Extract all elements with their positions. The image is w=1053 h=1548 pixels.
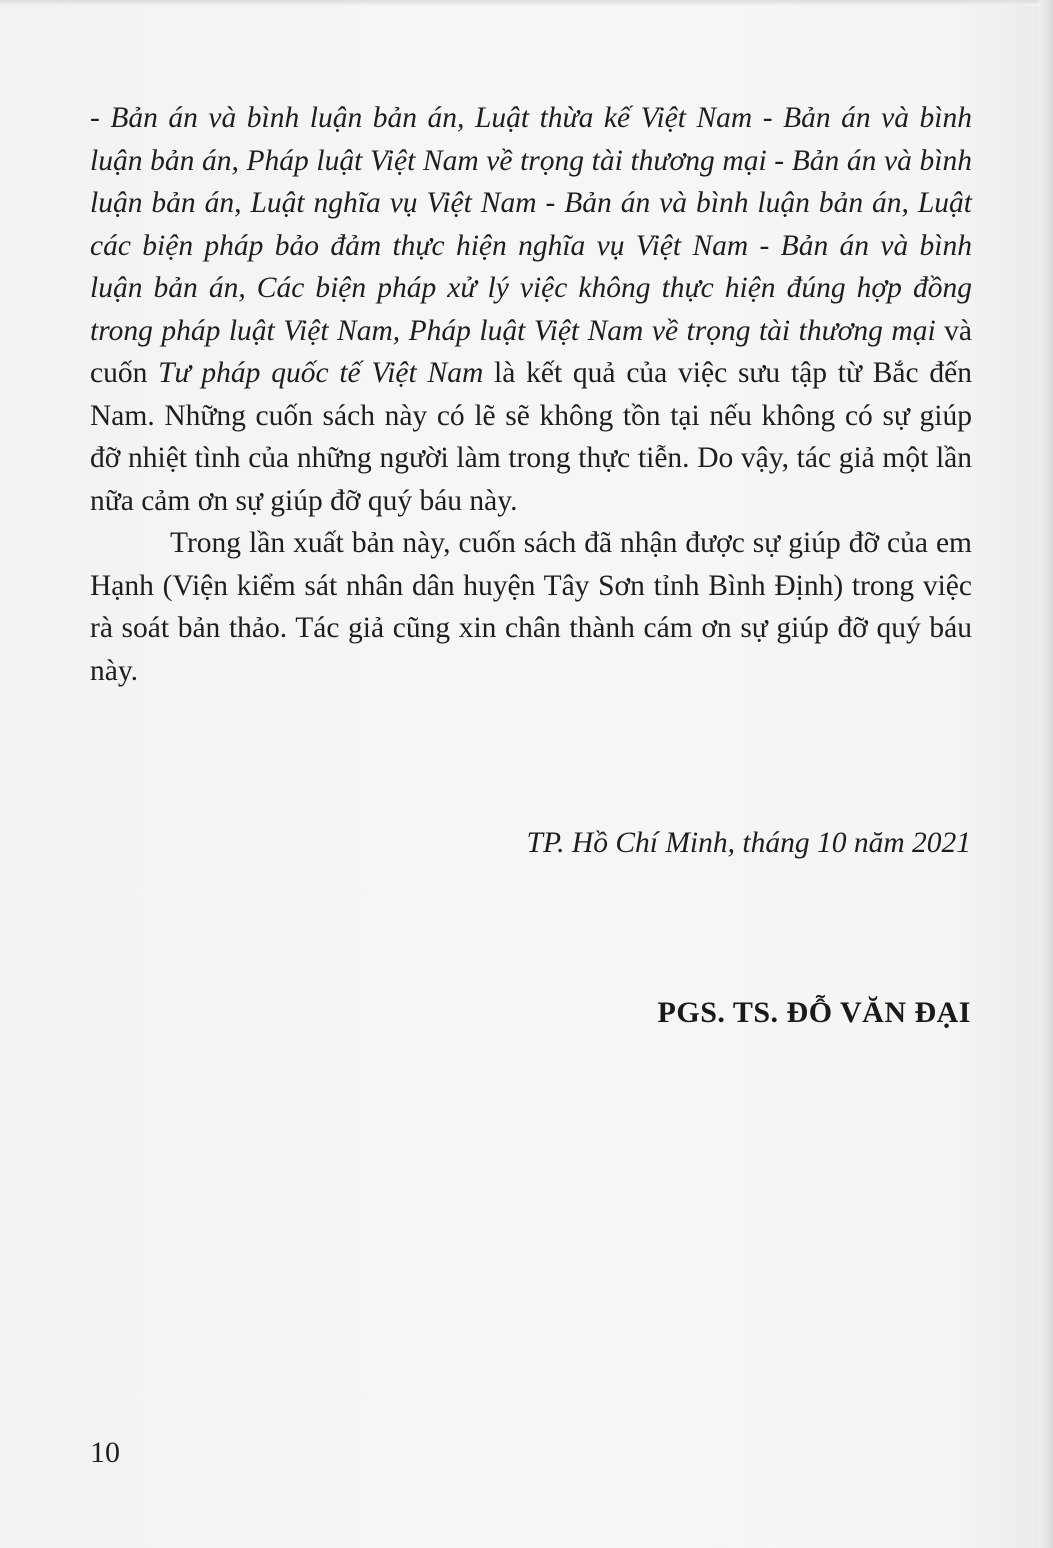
paragraph-1 [90,97,972,522]
paragraph-2: Trong lần xuất bản này, cuốn sách đã nhận được sự giúp đỡ của em Hạnh (Viện kiểm sát nhân dân huyện Tây Sơn tỉnh Bình Định) trong việc rà soát bản thảo. Tác giả cũng xin chân thành cám ơn sự giúp đỡ quý báu này. [90,527,972,687]
page-top-edge [0,0,1053,6]
dateline: TP. Hồ Chí Minh, tháng 10 năm 2021 [526,827,971,859]
page-right-edge [1039,0,1053,1548]
paragraph-1-closing: là kết quả của việc sưu tập từ Bắc đến Nam. Những cuốn sách này có lẽ sẽ không tồn tại nếu không có sự giúp đỡ nhiệt tình của những người làm trong thực tiễn. Do vậy, tác giả một lần nữa cảm ơn sự giúp đỡ quý báu này. [90,357,972,517]
body-text [90,97,972,692]
paragraph-1-connector: và cuốn [90,314,973,389]
paragraph-1-italic-titles: - Bản án và bình luận bản án, Luật thừa kế Việt Nam - Bản án và bình luận bản án, Pháp luật Việt Nam về trọng tài thương mại - Bản án và bình luận bản án, Luật nghĩa vụ Việt Nam - Bản án và bình luận bản án, Luật các biện pháp bảo đảm thực hiện nghĩa vụ Việt Nam - Bản án và bình luận bản án, Các biện pháp xử lý việc không thực hiện đúng hợp đồng trong pháp luật Việt Nam, Pháp luật Việt Nam về trọng tài thương mại [90,102,972,347]
author-signature: PGS. TS. ĐỖ VĂN ĐẠI [657,996,971,1029]
page-number: 10 [90,1436,120,1469]
paragraph-1-italic-book-title: Tư pháp quốc tế Việt Nam [158,357,484,389]
